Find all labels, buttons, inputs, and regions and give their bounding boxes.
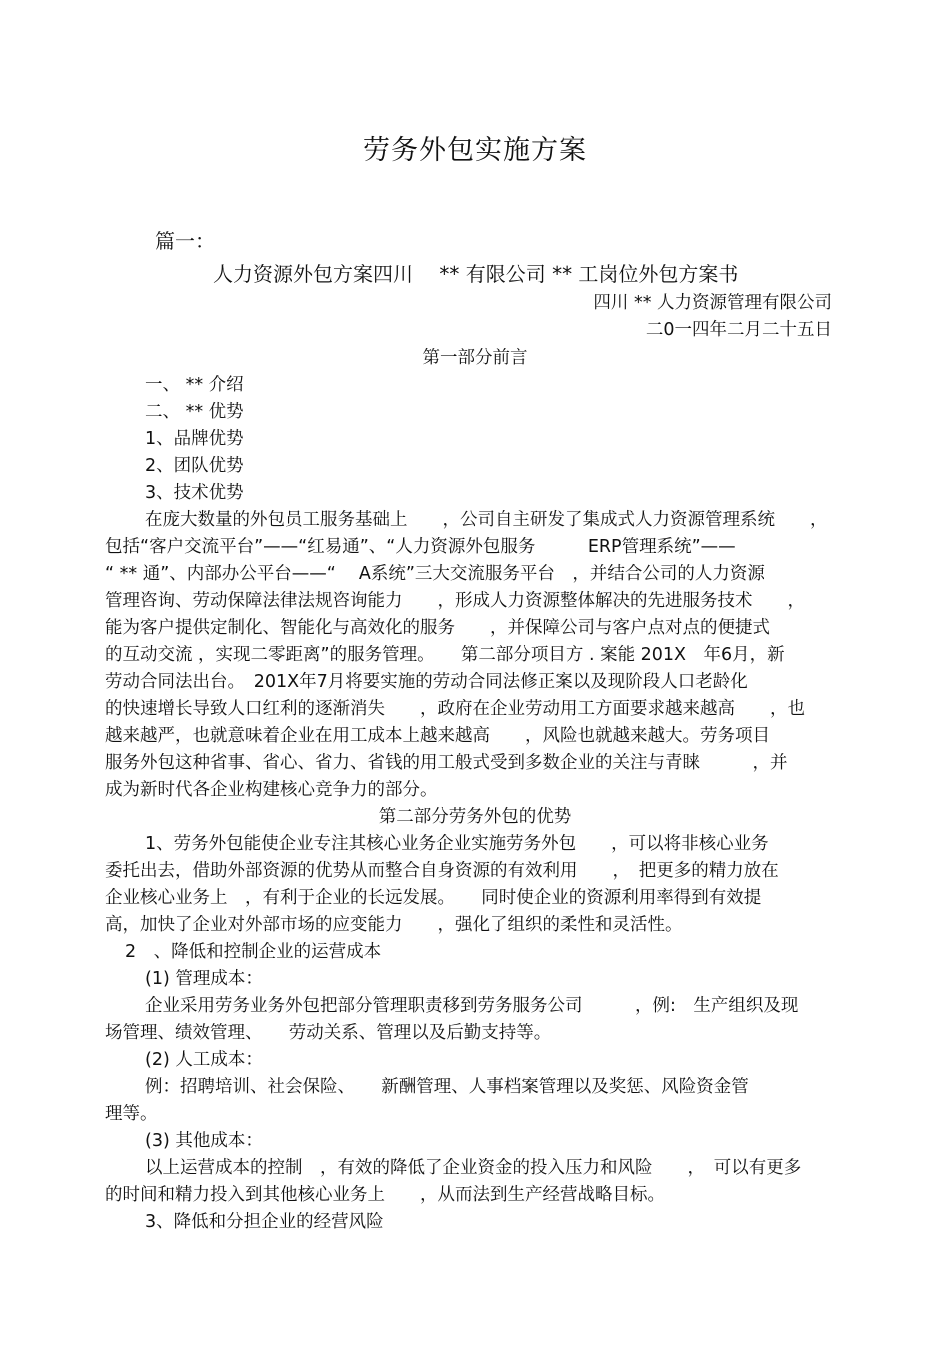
list-item: 二、 ** 优势	[145, 402, 244, 422]
list-item: 2 、降低和控制企业的运营成本	[125, 942, 382, 962]
paragraph-line: “ ** 通”、内部办公平台——“ A系统”三大交流服务平台 ，并结合公司的人力资源	[105, 564, 765, 584]
paragraph-line: 越来越严，也就意味着企业在用工成本上越来越高 ，风险也就越来越大。劳务项目	[105, 726, 770, 746]
paragraph-line: 在庞大数量的外包员工服务基础上 ，公司自主研发了集成式人力资源管理系统 ，	[145, 510, 828, 530]
paragraph-line: 成为新时代各企业构建核心竞争力的部分。	[105, 780, 438, 800]
paragraph-line: 例：招聘培训、社会保险、 新酬管理、人事档案管理以及奖惩、风险资金管	[145, 1077, 749, 1097]
paragraph-line: 理等。	[105, 1104, 158, 1124]
paragraph-line: 的时间和精力投入到其他核心业务上 ，从而法到生产经营战略目标。	[105, 1185, 665, 1205]
section-title: 第一部分前言	[422, 348, 528, 368]
list-item: 2、团队优势	[145, 456, 244, 476]
document-date: 二0一四年二月二十五日	[645, 320, 832, 340]
list-item: 3、降低和分担企业的经营风险	[145, 1212, 384, 1232]
section-title: 第二部分劳务外包的优势	[378, 807, 572, 827]
subheading: (2) 人工成本：	[145, 1050, 263, 1070]
subheading: (1) 管理成本：	[145, 969, 263, 989]
list-item: 3、技术优势	[145, 483, 244, 503]
paragraph-line: 服务外包这种省事、省心、省力、省钱的用工般式受到多数企业的关注与青睐 ，并	[105, 753, 788, 773]
list-item: 1、品牌优势	[145, 429, 244, 449]
company-name: 四川 ** 人力资源管理有限公司	[593, 293, 832, 313]
paragraph-line: 劳动合同法出台。 201X年7月将要实施的劳动合同法修正案以及现阶段人口老龄化	[105, 672, 748, 692]
paragraph-line: 高，加快了企业对外部市场的应变能力 ，强化了组织的柔性和灵活性。	[105, 915, 683, 935]
list-item: 一、 ** 介绍	[145, 375, 244, 395]
paragraph-line: 的互动交流 ，实现二零距离”的服务管理。 第二部分项目方 . 案能 201X 年6月，新	[105, 645, 785, 665]
paragraph-line: 委托出去，借助外部资源的优势从而整合自身资源的有效利用 ， 把更多的精力放在	[105, 861, 779, 881]
chapter-heading: 篇一：	[155, 229, 215, 253]
paragraph-line: 场管理、绩效管理、 劳动关系、管理以及后勤支持等。	[105, 1023, 552, 1043]
subheading: (3) 其他成本：	[145, 1131, 263, 1151]
paragraph-line: 能为客户提供定制化、智能化与高效化的服务 ，并保障公司与客户点对点的便捷式	[105, 618, 770, 638]
document-subtitle: 人力资源外包方案四川 ** 有限公司 ** 工岗位外包方案书	[213, 262, 739, 286]
paragraph-line: 管理咨询、劳动保障法律法规咨询能力 ，形成人力资源整体解决的先进服务技术 ，	[105, 591, 805, 611]
paragraph-line: 的快速增长导致人口红利的逐渐消失 ，政府在企业劳动用工方面要求越来越高 ，也	[105, 699, 805, 719]
paragraph-line: 以上运营成本的控制 ，有效的降低了企业资金的投入压力和风险 ， 可以有更多	[145, 1158, 802, 1178]
document-title: 劳务外包实施方案	[363, 135, 587, 166]
paragraph-line: 企业核心业务上 ，有利于企业的长远发展。 同时使企业的资源利用率得到有效提	[105, 888, 762, 908]
paragraph-line: 1、劳务外包能使企业专注其核心业务企业实施劳务外包 ，可以将非核心业务	[145, 834, 769, 854]
paragraph-line: 包括“客户交流平台”——“红易通”、“人力资源外包服务 ERP管理系统”——	[105, 537, 736, 557]
paragraph-line: 企业采用劳务业务外包把部分管理职责移到劳务服务公司 ，例: 生产组织及现	[145, 996, 799, 1016]
